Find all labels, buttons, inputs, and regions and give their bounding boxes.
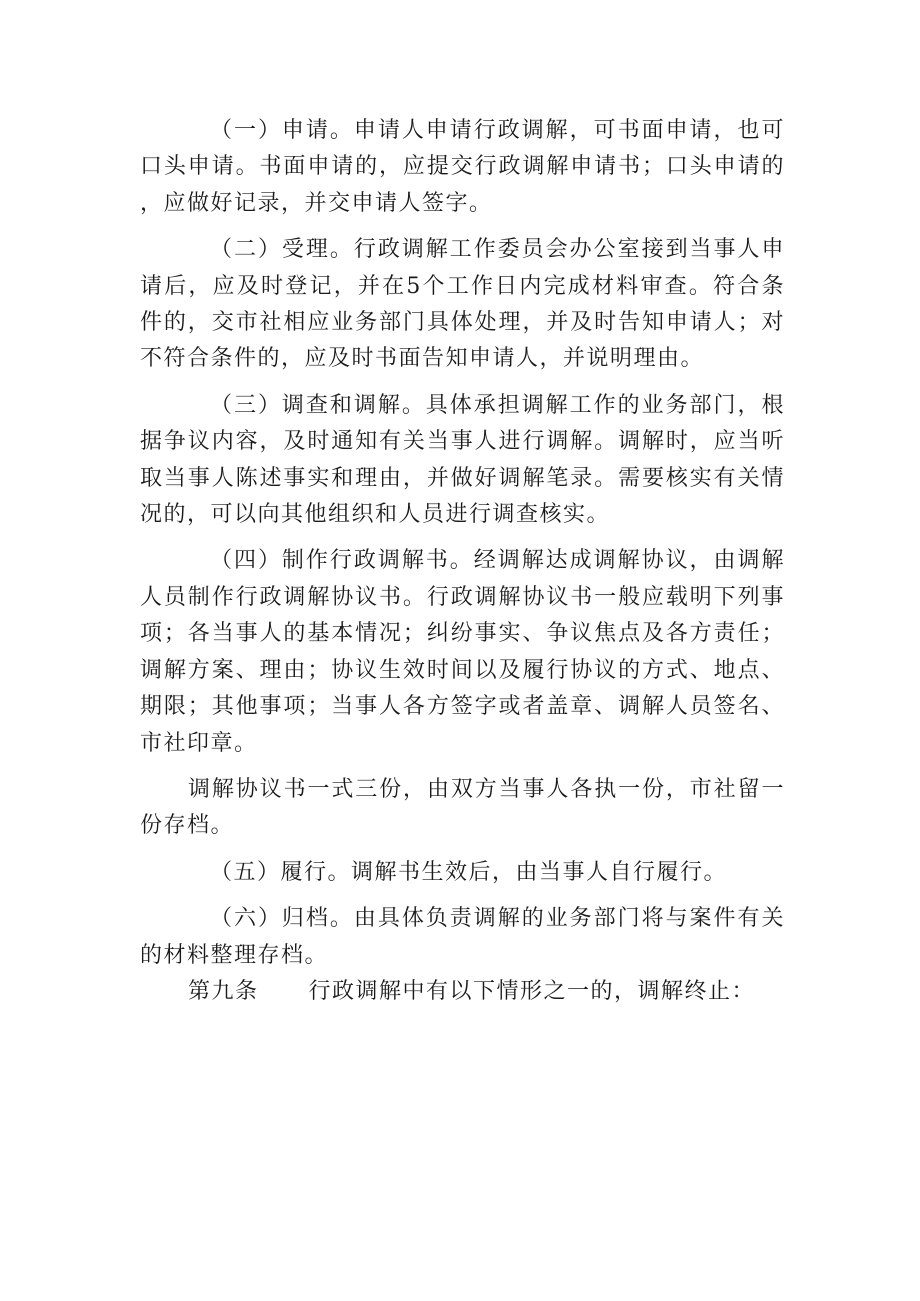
paragraph-mediation-document: （四）制作行政调解书。经调解达成调解协议，由调解人员制作行政调解协议书。行政调解协议书一般应载明下列事项；各当事人的基本情况；纠纷事实、争议焦点及各方责任；调解方案、理由；协议生效时间以及履行协议的方式、地点、期限；其他事项；当事人各方签字或者盖章、调解人员签名、市社印章。 bbox=[140, 548, 785, 756]
paragraph-acceptance: （二）受理。行政调解工作委员会办公室接到当事人申请后，应及时登记，并在5个工作日内完成材料审查。符合条件的，交市社相应业务部门具体处理，并及时告知申请人；对不符合条件的，应及时书面告知申请人，并说明理由。 bbox=[140, 237, 785, 372]
paragraph-investigation-mediation: （三）调查和调解。具体承担调解工作的业务部门，根据争议内容，及时通知有关当事人进行调解。调解时，应当听取当事人陈述事实和理由，并做好调解笔录。需要核实有关情况的，可以向其他组织和人员进行调查核实。 bbox=[140, 392, 785, 528]
paragraph-agreement-copies: 调解协议书一式三份，由双方当事人各执一份，市社留一份存档。 bbox=[140, 776, 785, 839]
paragraph-application: （一）申请。申请人申请行政调解，可书面申请，也可口头申请。书面申请的，应提交行政调解申请书；口头申请的，应做好记录，并交申请人签字。 bbox=[140, 118, 785, 216]
article-heading bbox=[140, 974, 785, 1010]
article-number: 第九条 bbox=[188, 978, 259, 1004]
document-body bbox=[140, 113, 785, 1010]
paragraph-archiving: （六）归档。由具体负责调解的业务部门将与案件有关的材料整理存档。 bbox=[140, 906, 785, 968]
article-text: 行政调解中有以下情形之一的，调解终止： bbox=[308, 978, 756, 1004]
paragraph-performance: （五）履行。调解书生效后，由当事人自行履行。 bbox=[210, 859, 728, 885]
